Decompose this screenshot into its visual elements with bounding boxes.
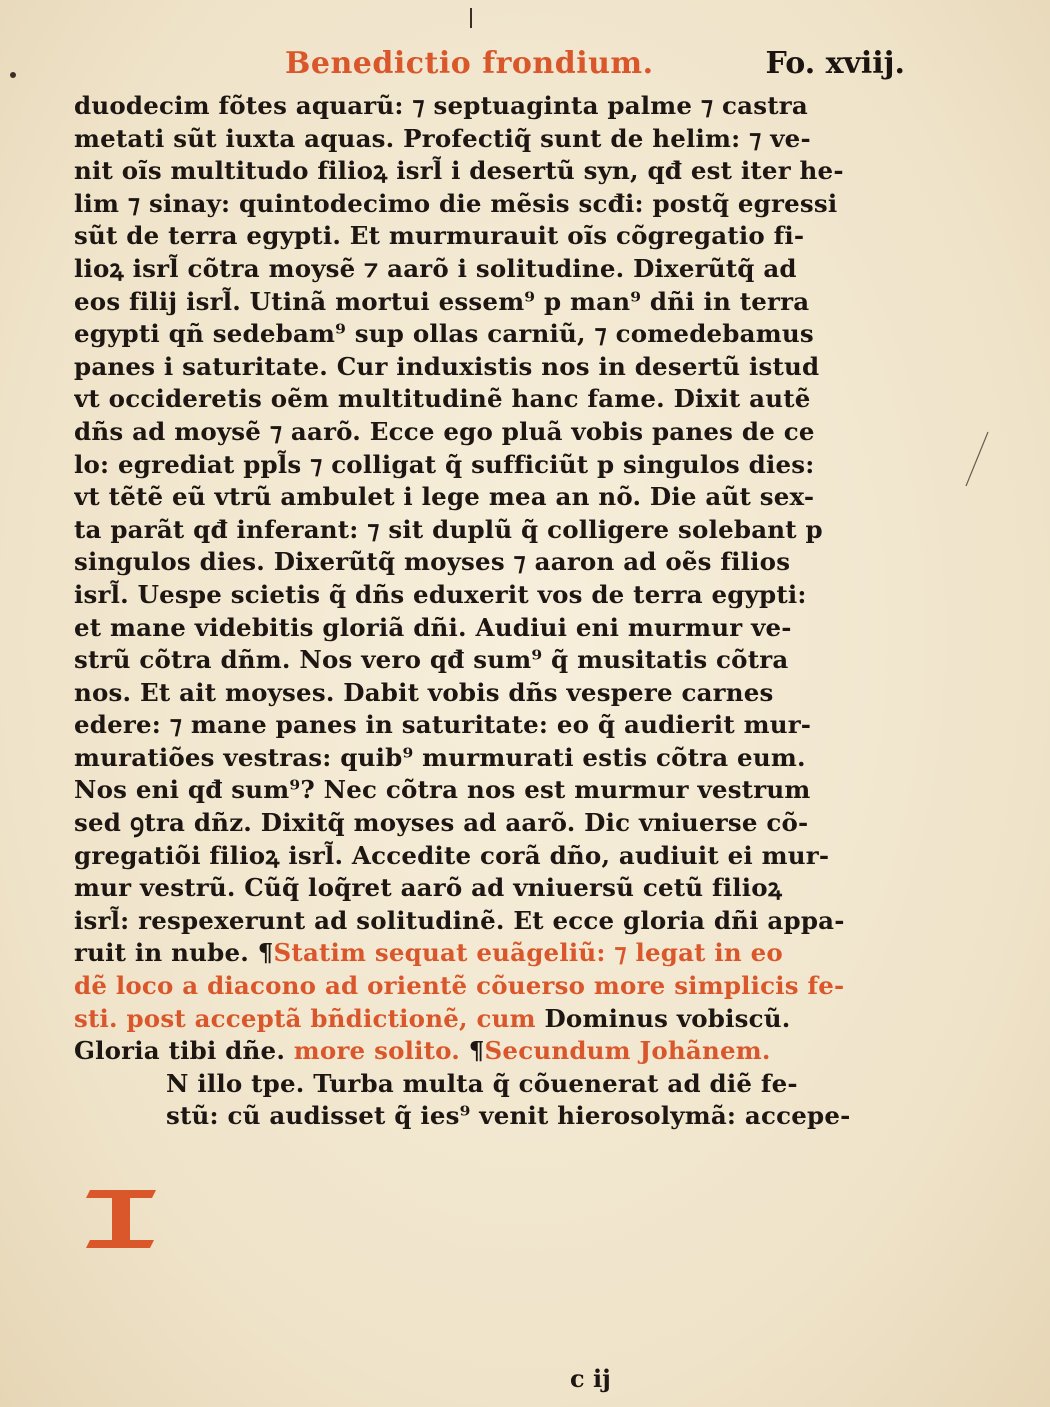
text-line: Nos eni qđ sum⁹? Nec cõtra nos est murmur vestrum bbox=[74, 775, 811, 805]
gospel-text: stũ: cũ audisset q̃ ies⁹ venit hierosolymã: accepe- bbox=[166, 1101, 851, 1131]
rubric-text: Statim sequat euãgeliũ: ⁊ legat in eo bbox=[273, 938, 783, 968]
running-title: Benedictio frondium. bbox=[285, 46, 654, 81]
main-text bbox=[74, 90, 909, 1133]
text-line: eos filij isrl̃. Utinã mortui essem⁹ p man⁹ dñi in terra bbox=[74, 286, 810, 316]
text-line: gregatiõi filioꝝ isrl̃. Accedite corã dño, audiuit ei mur- bbox=[74, 840, 830, 870]
text-line: mur vestrũ. Cũq̃ loq̃ret aarõ ad vniuersũ cetũ filioꝝ bbox=[74, 873, 783, 903]
rubric-text: more solito. bbox=[293, 1036, 460, 1066]
initial-letter-text: I bbox=[82, 1184, 83, 1185]
liturgical-response: Dominus vobiscũ. bbox=[544, 1003, 791, 1033]
gospel-line bbox=[74, 1068, 909, 1101]
text-line: panes i saturitate. Cur induxistis nos in desertũ istud bbox=[74, 351, 820, 381]
text-line: isrl̃. Uespe scietis q̃ dñs eduxerit vos de terra egypti: bbox=[74, 579, 807, 609]
text-line: metati sũt iuxta aquas. Profectiq̃ sunt de helim: ⁊ ve- bbox=[74, 123, 811, 153]
margin-dot bbox=[10, 72, 16, 78]
text-line: lim ⁊ sinay: quintodecimo die mẽsis scđi: postq̃ egressi bbox=[74, 188, 838, 218]
text-line: vt occideretis oẽm multitudinẽ hanc fame. Dixit autẽ bbox=[74, 384, 811, 414]
text-line: lo: egrediat ppl̃s ⁊ colligat q̃ sufficiũt p singulos dies: bbox=[74, 449, 815, 479]
text-line: sed ꝯtra dñz. Dixitq̃ moyses ad aarõ. Dic vniuerse cõ- bbox=[74, 808, 809, 838]
text-line: nit oĩs multitudo filioꝝ isrl̃ i desertũ syn, qđ est iter he- bbox=[74, 156, 844, 186]
margin-pen-stroke bbox=[962, 430, 990, 490]
pilcrow-mark: ¶ bbox=[468, 1036, 485, 1066]
text-line: et mane videbitis gloriã dñi. Audiui eni murmur ve- bbox=[74, 612, 792, 642]
text-line: edere: ⁊ mane panes in saturitate: eo q̃ audierit mur- bbox=[74, 710, 812, 740]
margin-mark bbox=[470, 8, 472, 28]
text-line: egypti qñ sedebam⁹ sup ollas carniũ, ⁊ comedebamus bbox=[74, 319, 814, 349]
pilcrow-mark: ¶ bbox=[257, 938, 274, 968]
rubric-line bbox=[74, 970, 909, 1003]
page-header bbox=[285, 46, 905, 90]
signature-mark: c ij bbox=[570, 1364, 611, 1393]
text-line: lioꝝ isrl̃ cõtra moysẽ ⁊ aarõ i solitudine. Dixerũtq̃ ad bbox=[74, 253, 797, 283]
gospel-line bbox=[74, 1100, 909, 1133]
text-line-mixed bbox=[74, 1035, 909, 1068]
rubric-line bbox=[74, 1003, 909, 1036]
text-line-mixed bbox=[74, 937, 909, 970]
gospel-text: N illo tpe. Turba multa q̃ cõuenerat ad diẽ fe- bbox=[166, 1068, 798, 1098]
rubric-text: dẽ loco a diacono ad orientẽ cõuerso more simplicis fe- bbox=[74, 971, 845, 1001]
text-line: vt tẽtẽ eũ vtrũ ambulet i lege mea an nõ. Die aũt sex- bbox=[74, 482, 815, 512]
text-line: nos. Et ait moyses. Dabit vobis dñs vespere carnes bbox=[74, 677, 774, 707]
text-line: dñs ad moysẽ ⁊ aarõ. Ecce ego pluã vobis panes de ce bbox=[74, 416, 815, 446]
liturgical-response: Gloria tibi dñe. bbox=[74, 1036, 286, 1066]
text-line: ta parãt qđ inferant: ⁊ sit duplũ q̃ colligere solebant p bbox=[74, 514, 823, 544]
folio-number: Fo. xviij. bbox=[765, 46, 905, 81]
initial-letter bbox=[82, 1184, 162, 1254]
text-line: muratiões vestras: quib⁹ murmurati estis cõtra eum. bbox=[74, 742, 806, 772]
text-fragment: ruit in nube. bbox=[74, 938, 249, 968]
text-line: sũt de terra egypti. Et murmurauit oĩs cõgregatio fi- bbox=[74, 221, 805, 251]
rubric-text: sti. post acceptã bñdictionẽ, cum bbox=[74, 1003, 536, 1033]
text-line: duodecim fõtes aquarũ: ⁊ septuaginta palme ⁊ castra bbox=[74, 91, 808, 120]
text-line: strũ cõtra dñm. Nos vero qđ sum⁹ q̃ musitatis cõtra bbox=[74, 645, 789, 675]
text-line: isrl̃: respexerunt ad solitudinẽ. Et ecce gloria dñi appa- bbox=[74, 905, 845, 935]
gospel-heading: Secundum Johãnem. bbox=[484, 1036, 771, 1066]
text-line: singulos dies. Dixerũtq̃ moyses ⁊ aaron ad oẽs filios bbox=[74, 547, 791, 577]
